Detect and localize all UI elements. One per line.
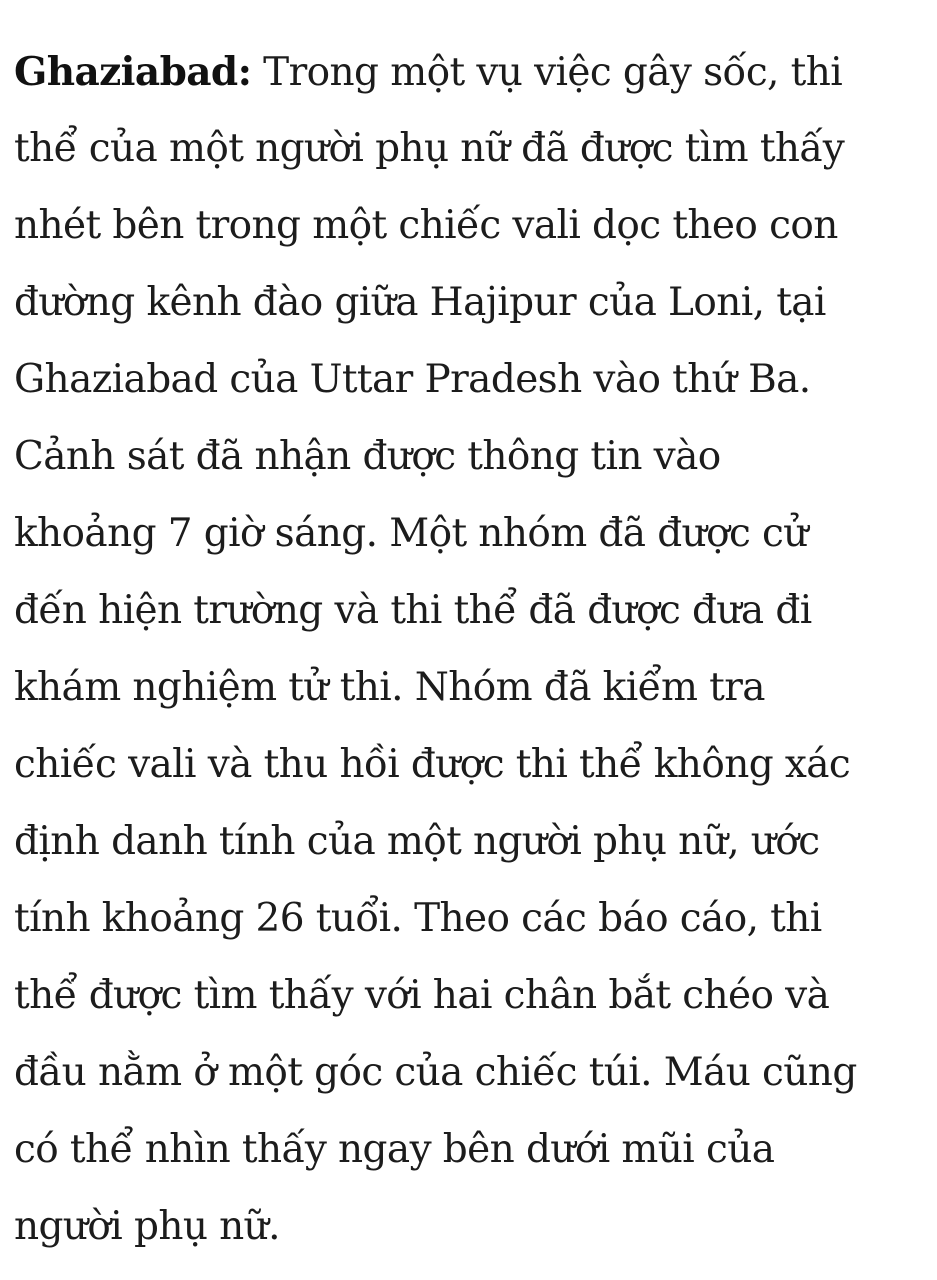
- article-line: người phụ nữ.: [14, 1204, 280, 1249]
- article-line: định danh tính của một người phụ nữ, ước: [14, 819, 820, 864]
- article-line: đến hiện trường và thi thể đã được đưa đi: [14, 588, 812, 633]
- article-line: thể được tìm thấy với hai chân bắt chéo và: [14, 973, 830, 1018]
- article-line: nhét bên trong một chiếc vali dọc theo con: [14, 203, 838, 248]
- article-line: thể của một người phụ nữ đã được tìm thấy: [14, 126, 845, 171]
- article-line: đường kênh đào giữa Hajipur của Loni, tại: [14, 280, 826, 325]
- article-line: Ghaziabad của Uttar Pradesh vào thứ Ba.: [14, 357, 811, 402]
- article-line: tính khoảng 26 tuổi. Theo các báo cáo, thi: [14, 896, 822, 941]
- article-line: [14, 33, 842, 111]
- article-line-text: Trong một vụ việc gây sốc, thi: [251, 50, 843, 95]
- article-line: khoảng 7 giờ sáng. Một nhóm đã được cử: [14, 511, 808, 556]
- article-line: có thể nhìn thấy ngay bên dưới mũi của: [14, 1127, 775, 1172]
- article-line: khám nghiệm tử thi. Nhóm đã kiểm tra: [14, 665, 765, 710]
- dateline: Ghaziabad:: [14, 49, 252, 95]
- article-line: chiếc vali và thu hồi được thi thể không xác: [14, 742, 851, 787]
- article-line: đầu nằm ở một góc của chiếc túi. Máu cũng: [14, 1050, 857, 1095]
- article-line: Cảnh sát đã nhận được thông tin vào: [14, 434, 721, 479]
